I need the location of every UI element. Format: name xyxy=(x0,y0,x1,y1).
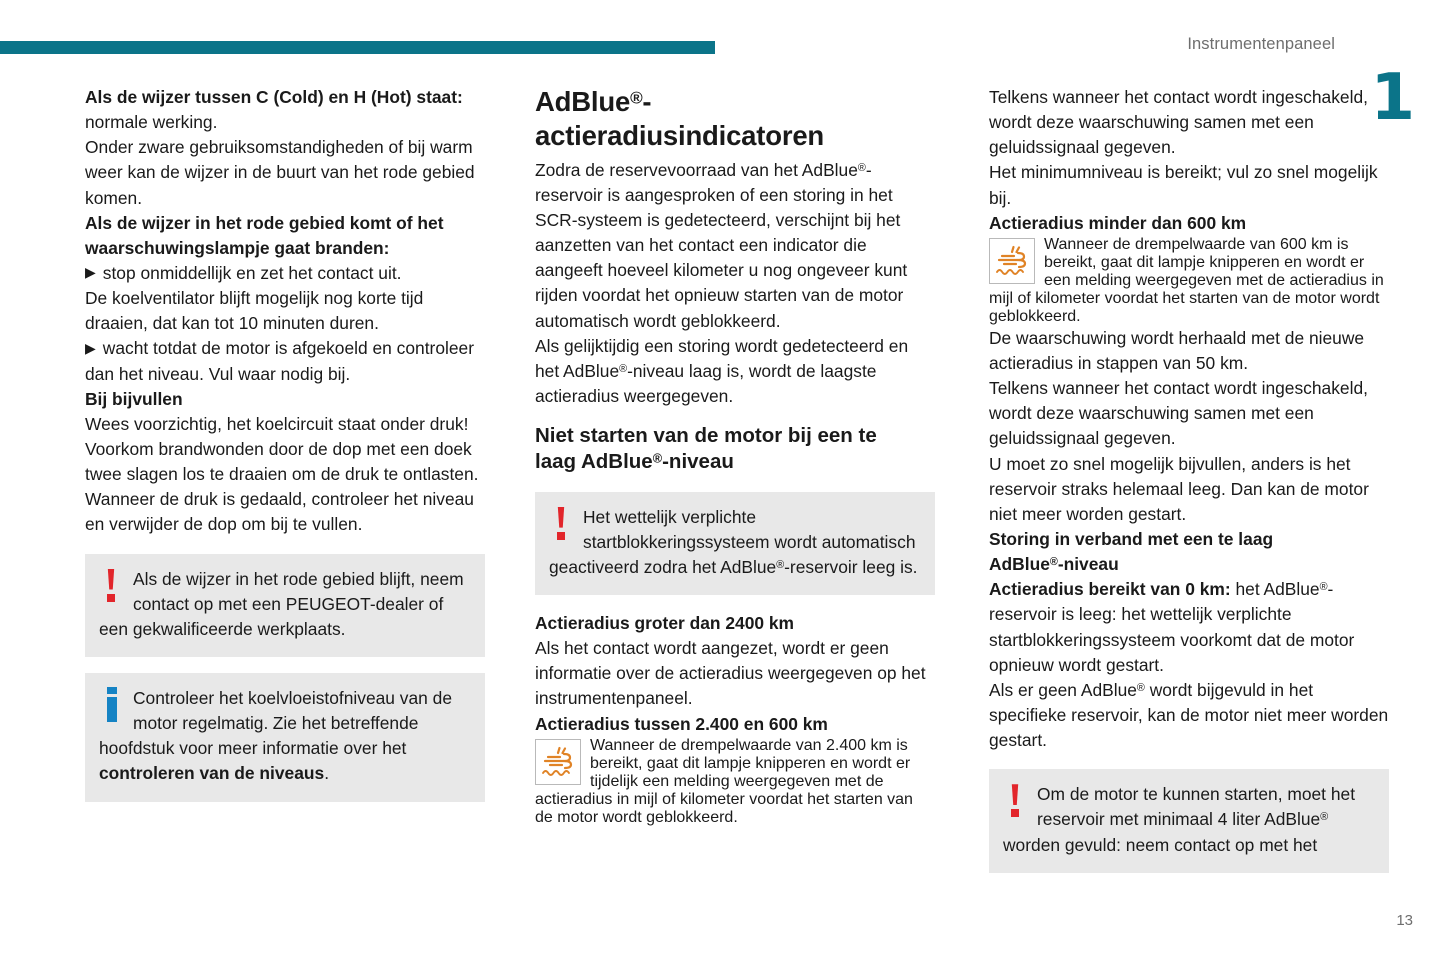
warning-exclamation-icon xyxy=(549,505,579,547)
heading-range-2400-600: Actieradius tussen 2.400 en 600 km xyxy=(535,713,828,734)
page-number: 13 xyxy=(1396,912,1413,929)
telltale-block-600 xyxy=(989,236,1389,326)
text-avoid-burns: Voorkom brandwonden door de dop met een doek twee slagen los te draaien om de druk te ontlasten. xyxy=(85,438,479,485)
warning-exclamation-icon xyxy=(99,567,129,609)
warning-callout-text: Het wettelijk verplichte startblokkeringssysteem wordt automatisch geactiveerd zodra het AdBlue®-reservoir leeg is. xyxy=(549,506,918,577)
text-range-over-2400-body: Als het contact wordt aangezet, wordt er geen informatie over de actieradius weergegeven op het instrumentenpaneel. xyxy=(535,638,926,709)
registered-mark: ® xyxy=(1319,581,1328,594)
registered-mark: ® xyxy=(652,450,663,466)
warning-exclamation-icon xyxy=(1003,782,1033,824)
header-accent-bar xyxy=(0,41,715,54)
text-heavy-conditions: Onder zware gebruiksomstandigheden of bij warm weer kan de wijzer in de buurt van het rode gebied komen. xyxy=(85,137,475,208)
text-ignition-warning-2: Telkens wanneer het contact wordt ingeschakeld, wordt deze waarschuwing samen met een geluidssignaal gegeven. xyxy=(989,378,1368,449)
information-icon xyxy=(99,686,129,728)
page-body xyxy=(85,85,1389,873)
text-range-zero-km: Actieradius bereikt van 0 km: het AdBlue®-reservoir is leeg: het wettelijk verplichte startblokkeringssysteem voorkomt dat de motor opnieuw wordt gestart. xyxy=(989,579,1355,675)
text-warning-repeat-50km: De waarschuwing wordt herhaald met de nieuwe actieradius in stappen van 50 km. xyxy=(989,327,1365,373)
registered-mark: ® xyxy=(857,161,866,174)
registered-mark: ® xyxy=(1136,681,1145,694)
warning-callout-minimum-4-liters xyxy=(989,769,1389,872)
warning-callout-immobiliser xyxy=(535,492,935,595)
column-one xyxy=(85,85,485,873)
text-refill-asap: U moet zo snel mogelijk bijvullen, anders is het reservoir straks helemaal leeg. Dan kan de motor niet meer worden gestart. xyxy=(989,453,1369,524)
text-no-adblue-refill: Als er geen AdBlue® wordt bijgevuld in het specifieke reservoir, kan de motor niet meer worden gestart. xyxy=(989,679,1389,751)
heading-needle-between: Als de wijzer tussen C (Cold) en H (Hot) staat: xyxy=(85,87,463,107)
triangle-bullet-icon: ▶ xyxy=(85,339,96,356)
warning-callout-text: Als de wijzer in het rode gebied blijft, neem contact op met een PEUGEOT-dealer of een gekwalificeerde werkplaats. xyxy=(99,568,464,639)
page-header-title: Instrumentenpaneel xyxy=(1187,35,1335,53)
text-minimum-level: Het minimumniveau is bereikt; vul zo snel mogelijk bij. xyxy=(989,162,1378,208)
column-three xyxy=(989,85,1389,873)
info-callout-coolant-level xyxy=(85,673,485,802)
text-pressure-dropped: Wanneer de druk is gedaald, controleer het niveau en verwijder de dop om bij te vullen. xyxy=(85,489,474,535)
text-adblue-intro-1: Zodra de reservevoorraad van het AdBlue®-reservoir is aangesproken of een storing in het SCR-systeem is gedetecteerd, verschijnt bij het aanzetten van het contact een indicator die aangeeft hoeveel kilometer u nog ongeveer kunt rijden voordat het opnieuw starten van de motor automatisch wordt geblokkeerd. xyxy=(535,159,908,331)
registered-mark: ® xyxy=(1320,811,1329,824)
telltale-block-2400 xyxy=(535,737,935,827)
warning-callout-red-zone xyxy=(85,554,485,657)
bullet-stop-immediately: ▶ stop onmiddellijk en zet het contact uit. xyxy=(85,262,402,283)
heading-topping-up: Bij bijvullen xyxy=(85,388,183,409)
adblue-scr-telltale-icon xyxy=(989,238,1035,284)
registered-mark: ® xyxy=(776,559,785,572)
text-range-under-600-body: Wanneer de drempelwaarde van 600 km is bereikt, gaat dit lampje knipperen en wordt er een melding weergegeven met de actieradius in mijl of kilometer voordat het starten van de motor wordt geblokkeerd. xyxy=(989,235,1384,325)
text-ignition-warning-1: Telkens wanneer het contact wordt ingeschakeld, wordt deze waarschuwing samen met een geluidssignaal gegeven. xyxy=(989,87,1368,158)
text-adblue-intro-2: Als gelijktijdig een storing wordt gedetecteerd en het AdBlue®-niveau laag is, wordt de laagste actieradius weergegeven. xyxy=(535,335,909,407)
text-cooling-fan: De koelventilator blijft mogelijk nog korte tijd draaien, dat kan tot 10 minuten duren. xyxy=(85,288,424,334)
info-callout-line2: Zie het betreffende hoofdstuk voor meer informatie over het controleren van de niveaus. xyxy=(99,713,419,784)
info-callout-line1: Controleer het koelvloeistofniveau van de motor regelmatig. xyxy=(133,687,453,734)
triangle-bullet-icon: ▶ xyxy=(85,264,96,281)
heading-fault-low-adblue: Storing in verband met een te laag AdBlue®-niveau xyxy=(989,528,1274,575)
chapter-number: 1 xyxy=(1370,61,1415,135)
text-normal-operation: normale werking. xyxy=(85,112,218,133)
registered-mark: ® xyxy=(630,88,643,108)
column-two xyxy=(535,85,935,873)
heading-range-over-2400: Actieradius groter dan 2400 km xyxy=(535,613,795,634)
heading-needle-red-zone: Als de wijzer in het rode gebied komt of het waarschuwingslampje gaat branden: xyxy=(85,212,444,258)
bullet-wait-engine-cool: ▶ wacht totdat de motor is afgekoeld en controleer dan het niveau. Vul waar nodig bij. xyxy=(85,338,474,384)
heading-range-under-600: Actieradius minder dan 600 km xyxy=(989,212,1247,233)
warning-callout-text: Om de motor te kunnen starten, moet het reservoir met minimaal 4 liter AdBlue® worden gevuld: neem contact op met het xyxy=(1003,784,1356,855)
section-title-adblue-range-indicators: AdBlue®- actieradiusindicatoren xyxy=(535,86,825,152)
adblue-scr-telltale-icon xyxy=(535,739,581,785)
text-range-2400-600-body: Wanneer de drempelwaarde van 2.400 km is bereikt, gaat dit lampje knipperen en wordt er tijdelijk een melding weergegeven met de actieradius in mijl of kilometer voordat het starten van de motor wordt geblokkeerd. xyxy=(535,736,913,826)
text-circuit-pressure: Wees voorzichtig, het koelcircuit staat onder druk! xyxy=(85,413,469,434)
subsection-title-no-engine-start: Niet starten van de motor bij een te laag AdBlue®-niveau xyxy=(535,424,877,474)
registered-mark: ® xyxy=(619,363,628,376)
registered-mark: ® xyxy=(1049,556,1058,569)
